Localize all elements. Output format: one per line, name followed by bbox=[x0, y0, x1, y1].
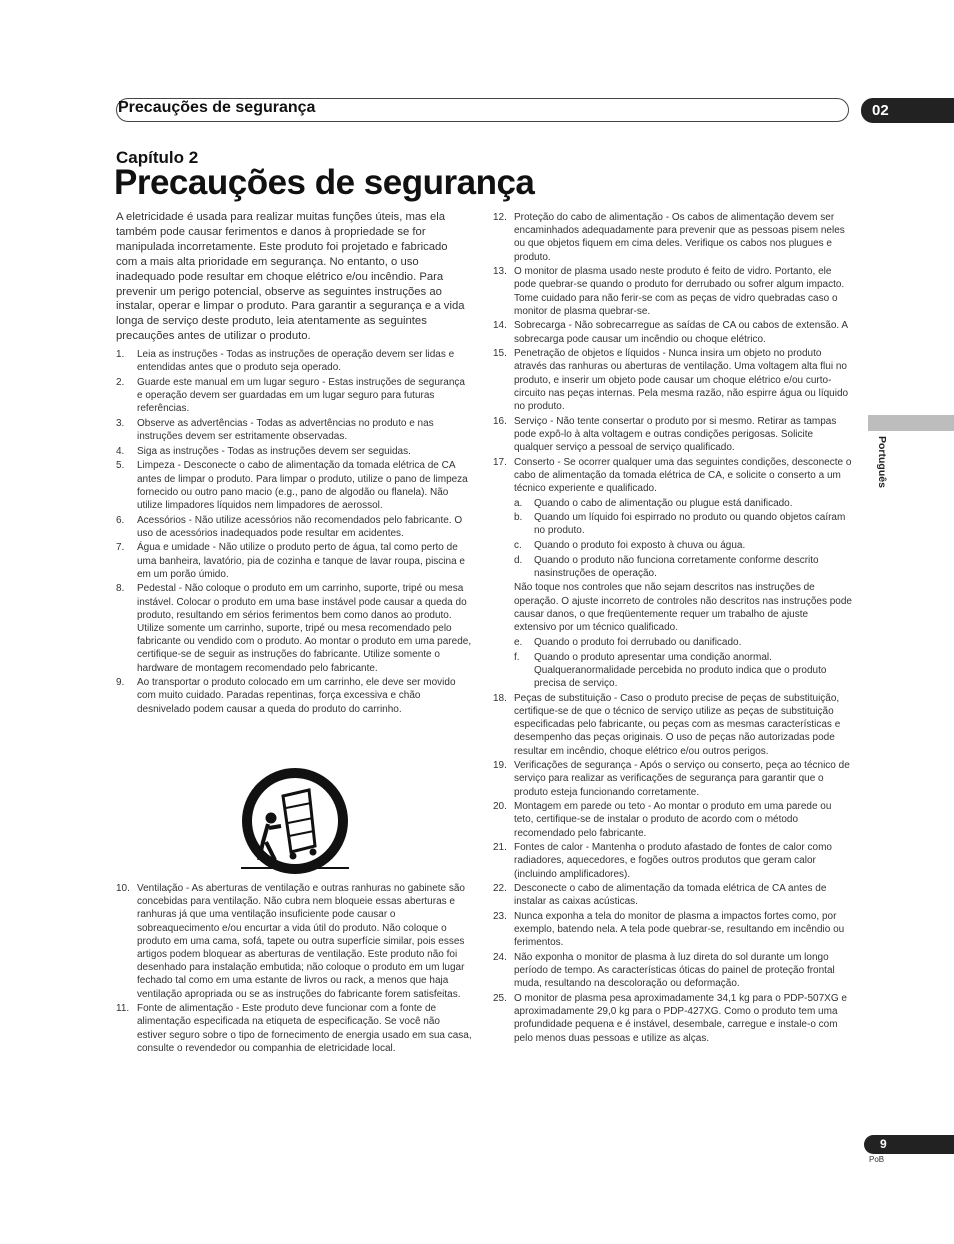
list-item bbox=[493, 319, 852, 345]
list-item-number: 4. bbox=[116, 445, 125, 457]
instruction-list-d bbox=[493, 692, 852, 1045]
list-item bbox=[514, 651, 852, 691]
list-item-number: 7. bbox=[116, 542, 125, 554]
list-item bbox=[493, 992, 852, 1045]
list-item-number: 10. bbox=[116, 883, 130, 894]
list-item-text: Verificações de segurança - Após o serviço ou conserto, peça ao técnico de serviço para realizar as verificações de segurança para garantir que o produto esteja funcionando corretamente. bbox=[514, 760, 850, 798]
sub-list-wrapper bbox=[493, 497, 852, 691]
list-item bbox=[116, 676, 472, 716]
list-item-text: Água e umidade - Não utilize o produto perto de água, tal como perto de uma banheira, lavatório, pia de cozinha e tanque de lavar roupa, piscina e em um porão úmido. bbox=[137, 542, 465, 580]
list-item bbox=[116, 348, 472, 374]
list-item-text: Leia as instruções - Todas as instruções de operação devem ser lidas e entendidas antes que o produto seja operado. bbox=[137, 349, 455, 374]
list-item bbox=[493, 265, 852, 318]
list-item-text: Guarde este manual em um lugar seguro - Estas instruções de segurança e operação devem ser guardadas em um lugar seguro para futuras referências. bbox=[137, 376, 465, 415]
list-item-number: c. bbox=[514, 540, 522, 551]
list-item bbox=[116, 1002, 472, 1055]
list-item-text: Quando o produto foi derrubado ou danificado. bbox=[534, 637, 742, 649]
list-item bbox=[493, 951, 852, 991]
sub-note: Não toque nos controles que não sejam descritos nas instruções de operação. O ajuste incorreto de controles não descritos nas instruções pode causar danos, o que freqüentemente requer um trabalho de ajuste extensivo por um técnico qualificado. bbox=[514, 582, 852, 633]
list-item-number: f. bbox=[514, 651, 520, 663]
list-item-text: Fontes de calor - Mantenha o produto afastado de fontes de calor como radiadores, aquecedores, e fogões outros produtos que geram calor (incluindo amplificadores). bbox=[514, 842, 832, 880]
list-item-number: 19. bbox=[493, 760, 507, 772]
page-number: 9 bbox=[864, 1135, 954, 1154]
list-item bbox=[493, 910, 852, 950]
list-item bbox=[493, 211, 852, 264]
list-item-number: 20. bbox=[493, 801, 507, 813]
page-code: PoB bbox=[869, 1155, 885, 1164]
list-item bbox=[116, 417, 472, 443]
list-item-number: b. bbox=[514, 512, 523, 524]
list-item-number: e. bbox=[514, 637, 523, 649]
list-item-text: O monitor de plasma pesa aproximadamente 34,1 kg para o PDP-507XG e aproximadamente 29,0 kg para o PDP-427XG. Como o produto tem uma profundidade pequena e é instável, desembale, carregue e instale-o com pelo menos duas pessoas e utilize as alças. bbox=[514, 993, 847, 1044]
list-item-number: 14. bbox=[493, 320, 507, 332]
list-item-text: Ao transportar o produto colocado em um carrinho, ele deve ser movido com muito cuidado. Paradas repentinas, força excessiva e chão desnivelado podem causar a queda do produto do carrinho. bbox=[137, 677, 456, 715]
list-item-text: Desconecte o cabo de alimentação da tomada elétrica de CA antes de instalar as caixas acústicas. bbox=[514, 883, 827, 908]
instruction-list-a bbox=[116, 348, 472, 716]
list-item-number: 12. bbox=[493, 212, 507, 223]
list-item bbox=[514, 511, 852, 537]
list-item bbox=[514, 636, 852, 649]
list-item-number: 6. bbox=[116, 514, 125, 526]
list-item-text: Quando o produto não funciona corretamente conforme descrito nasinstruções de operação. bbox=[534, 554, 819, 579]
list-item-text: Acessórios - Não utilize acessórios não recomendados pelo fabricante. O uso de acessórios inadequados pode resultar em acidentes. bbox=[137, 514, 463, 539]
list-item-text: Sobrecarga - Não sobrecarregue as saídas de CA ou cabos de extensão. A sobrecarga pode causar um incêndio ou choque elétrico. bbox=[514, 320, 848, 345]
list-item bbox=[116, 445, 472, 458]
condition-list-b bbox=[514, 636, 852, 690]
list-item-text: Observe as advertências - Todas as advertências no produto e nas instruções devem ser estritamente observadas. bbox=[137, 417, 434, 443]
condition-list-a bbox=[514, 497, 852, 580]
list-item-text: Ventilação - As aberturas de ventilação e outras ranhuras no gabinete são concebidas para ventilação. Não cubra nem bloqueie essas aberturas e ranhuras já que uma ventilação insuficiente pode causar o sobreaquecimento e/ou encurtar a vida útil do produto. Não coloque o produto em uma cama, sofá, tapete ou outra superfície similar, pois esses artigos podem bloquear as aberturas de ventilação. Este produto não foi desenhado para instalação embutida; não coloque o produto em um lugar fechado tal como em uma estante de livros ou rack, a menos que haja ventilação apropriada ou se as instruções do fabricante forem satisfeitas. bbox=[137, 883, 465, 1000]
list-item-text: Quando o cabo de alimentação ou plugue está danificado. bbox=[534, 497, 793, 509]
list-item-number: 8. bbox=[116, 583, 125, 595]
left-column-lower bbox=[116, 882, 472, 1056]
list-item-number: 22. bbox=[493, 883, 507, 895]
list-item-text: Quando o produto apresentar uma condição anormal. Qualqueranormalidade percebida no produto indica que o produto precisa de serviço. bbox=[534, 651, 827, 690]
list-item bbox=[493, 882, 852, 908]
list-item-text: Limpeza - Desconecte o cabo de alimentação da tomada elétrica de CA antes de limpar o produto. Para limpar o produto, utilize o pano de limpeza fornecido ou outro pano macio (e.g., pano de algodão ou flanela). Não utilize limpadores líquidos nem limpadores de aerossol. bbox=[137, 460, 468, 511]
list-item-text: Montagem em parede ou teto - Ao montar o produto em uma parede ou teto, certifique-se de instalar o produto de acordo com o método recomendado pelo fabricante. bbox=[514, 801, 832, 839]
list-item-number: 9. bbox=[116, 677, 125, 689]
left-column bbox=[116, 210, 472, 717]
list-item-number: 16. bbox=[493, 415, 507, 427]
list-item bbox=[493, 692, 852, 758]
list-item-text: Quando um líquido foi espirrado no produto ou quando objetos caíram no produto. bbox=[534, 512, 846, 537]
list-item-number: 17. bbox=[493, 456, 507, 468]
list-item-number: 23. bbox=[493, 911, 507, 922]
list-item-number: 25. bbox=[493, 993, 507, 1004]
chapter-label: Capítulo 2 bbox=[116, 148, 199, 167]
language-tab bbox=[868, 415, 954, 431]
list-item bbox=[116, 582, 472, 674]
right-column bbox=[493, 211, 852, 1046]
list-item-number: 3. bbox=[116, 417, 125, 429]
list-item-text: Pedestal - Não coloque o produto em um carrinho, suporte, tripé ou mesa instável. Colocar o produto em uma base instável pode causar a queda do produto, resultando em sérios ferimentos bem como danos ao produto. Utilize somente um carrinho, suporte, tripé ou mesa recomendado pelo fabricante ou vendido com o produto. Ao montar o produto em uma parede, certifique-se de seguir as instruções do fabricante. Utilize somente o hardware de montagem recomendado pelo fabricante. bbox=[137, 583, 472, 674]
list-item-text: Peças de substituição - Caso o produto precise de peças de substituição, certifique-se de que o técnico de serviço utilize as peças de substituição especificadas pelo fabricante, ou peças com as mesmas características e desempenho das peças originais. O uso de peças não autorizadas pode resultar em incêndio, choque elétrico e/ou outros perigos. bbox=[514, 692, 841, 757]
list-item bbox=[116, 514, 472, 540]
list-item bbox=[514, 554, 852, 580]
list-item-number: 21. bbox=[493, 842, 507, 854]
list-item-text: Nunca exponha a tela do monitor de plasma a impactos fortes como, por exemplo, batendo nela. A tela pode quebrar-se, resultando em incêndio ou ferimentos. bbox=[514, 911, 845, 949]
list-item-text: Quando o produto foi exposto à chuva ou água. bbox=[534, 540, 746, 551]
list-item-number: 24. bbox=[493, 952, 507, 963]
list-item-number: 15. bbox=[493, 348, 507, 360]
list-item bbox=[116, 882, 472, 1001]
list-item bbox=[493, 456, 852, 496]
list-item bbox=[493, 759, 852, 799]
list-item-text: Siga as instruções - Todas as instruções devem ser seguidas. bbox=[137, 445, 411, 457]
instruction-list-b bbox=[116, 882, 472, 1055]
page-title: Precauções de segurança bbox=[114, 163, 535, 202]
list-item-number: d. bbox=[514, 554, 523, 566]
list-item bbox=[493, 800, 852, 840]
section-title: Precauções de segurança bbox=[118, 99, 316, 116]
list-item-number: a. bbox=[514, 497, 523, 509]
list-item-number: 11. bbox=[116, 1003, 130, 1015]
chapter-tab: 02 bbox=[861, 98, 954, 123]
list-item-number: 5. bbox=[116, 460, 125, 472]
list-item-text: Fonte de alimentação - Este produto deve funcionar com a fonte de alimentação especificada na etiqueta de especificação. Se você não estiver seguro sobre o tipo de fornecimento de energia usado em sua casa, consulte o revendedor ou companhia de eletricidade local. bbox=[137, 1003, 472, 1054]
instruction-list-c bbox=[493, 211, 852, 495]
list-item bbox=[493, 415, 852, 455]
list-item-text: O monitor de plasma usado neste produto é feito de vidro. Portanto, ele pode quebrar-se quando o produto for derrubado ou sofrer algum impacto. Tome cuidado para não ferir-se com as peças de vidro quebradas caso o monitor de plasma quebrar-se. bbox=[514, 266, 845, 317]
list-item bbox=[116, 376, 472, 416]
list-item bbox=[493, 841, 852, 881]
list-item-number: 1. bbox=[116, 349, 125, 361]
list-item-number: 18. bbox=[493, 692, 507, 704]
list-item-text: Conserto - Se ocorrer qualquer uma das seguintes condições, desconecte o cabo de alimentação da tomada elétrica de CA, e solicite o conserto a um técnico experiente e qualificado. bbox=[514, 456, 852, 495]
list-item-number: 2. bbox=[116, 376, 125, 388]
list-item-number: 13. bbox=[493, 266, 507, 278]
list-item-text: Penetração de objetos e líquidos - Nunca insira um objeto no produto através das ranhuras ou aberturas de ventilação. Uma voltagem alta flui no produto, e inserir um objeto pode causar um choque elétrico e/ou curto-circuito nas peças internas. Pela mesma razão, não espirre água ou líquido no produto. bbox=[514, 348, 849, 413]
language-label: Português bbox=[876, 436, 888, 488]
list-item-text: Não exponha o monitor de plasma à luz direta do sol durante um longo período de tempo. As características óticas do painel de proteção frontal muda, resultando na descoloração ou deformação. bbox=[514, 952, 835, 990]
list-item bbox=[514, 539, 852, 552]
intro-paragraph: A eletricidade é usada para realizar muitas funções úteis, mas ela também pode causar ferimentos e danos à propriedade se for manipulada incorretamente. Este produto foi projetado e fabricado com a mais alta prioridade em segurança. No entanto, o uso inadequado pode resultar em choque elétrico e/ou incêndio. Para prevenir um perigo potencial, observe as seguintes instruções ao instalar, operar e limpar o produto. Para garantir a segurança e a vida longa de serviço deste produto, leia atentamente as seguintes precauções antes de utilizar o produto. bbox=[116, 211, 465, 343]
list-item-text: Proteção do cabo de alimentação - Os cabos de alimentação devem ser encaminhados adequadamente para prevenir que as pessoas pisem neles ou que objetos fiquem em cima deles. Verifique os cabos nos plugues e produto. bbox=[514, 212, 845, 263]
list-item bbox=[116, 459, 472, 512]
cart-warning-illustration bbox=[239, 768, 351, 874]
list-item bbox=[116, 541, 472, 581]
list-item bbox=[493, 347, 852, 413]
list-item-text: Serviço - Não tente consertar o produto por si mesmo. Retirar as tampas pode expô-lo à alta voltagem e outras condições perigosas. Solicite qualquer serviço a pessoal de serviço qualificado. bbox=[514, 415, 837, 454]
list-item bbox=[514, 497, 852, 510]
